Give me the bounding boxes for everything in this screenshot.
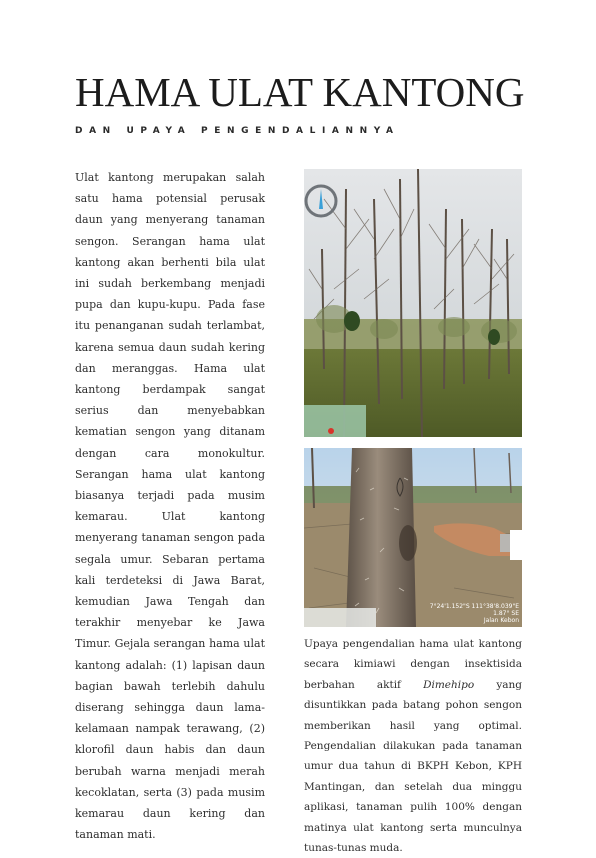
geo-location: Jalan Kebon xyxy=(483,617,519,624)
page-subtitle: DAN UPAYA PENGENDALIANNYA xyxy=(75,126,400,136)
photo-injected-trunk xyxy=(304,448,522,627)
photo-geo-stamp xyxy=(430,603,519,624)
caption-before: Upaya pengendalian hama ulat kantong secara kimiawi dengan insektisida berbahan aktif xyxy=(304,638,522,691)
geo-heading: 1.87° SE xyxy=(493,610,519,617)
caption-italic: Dimehipo xyxy=(423,678,475,691)
page-title: HAMA ULAT KANTONG xyxy=(75,69,525,115)
photo-caption xyxy=(304,634,522,858)
caption-after: yang disuntikkan pada batang pohon sengon memberikan hasil yang optimal. Pengendalian dilakukan pada tanaman umur dua tahun di BKPH Kebon, KPH Mantingan, dan setelah dua minggu aplikasi, tanaman pulih 100% dengan matinya ulat kantong serta munculnya tunas-tunas muda. xyxy=(304,678,523,855)
geo-coordinates: 7°24'1.152"S 111°38'8.039"E xyxy=(429,603,519,610)
photo-sengon-stand xyxy=(304,169,522,437)
body-paragraph: Ulat kantong merupakan salah satu hama potensial perusak daun yang menyerang tanaman sengon. Serangan hama ulat kantong akan berhenti bila ulat ini sudah berkembang menjadi pupa dan kupu-kupu. Pada fase itu penanganan sudah terlambat, karena semua daun sudah kering dan meranggas. Hama ulat kantong berdampak sangat serius dan menyebabkan kematian sengon yang ditanam dengan cara monokultur. Serangan hama ulat kantong biasanya terjadi pada musim kemarau. Ulat kantong menyerang tanaman sengon pada segala umur. Sebaran pertama kali terdeteksi di Jawa Barat, kemudian Jawa Tengah dan terakhir menyebar ke Jawa Timur. Gejala serangan hama ulat kantong adalah: (1) lapisan daun bagian bawah terlebih dahulu diserang sehingga daun lama-kelamaan nampak terawang, (2) klorofil daun habis dan daun berubah warna menjadi merah kecoklatan, serta (3) pada musim kemarau daun kering dan tanaman mati. xyxy=(75,171,265,842)
